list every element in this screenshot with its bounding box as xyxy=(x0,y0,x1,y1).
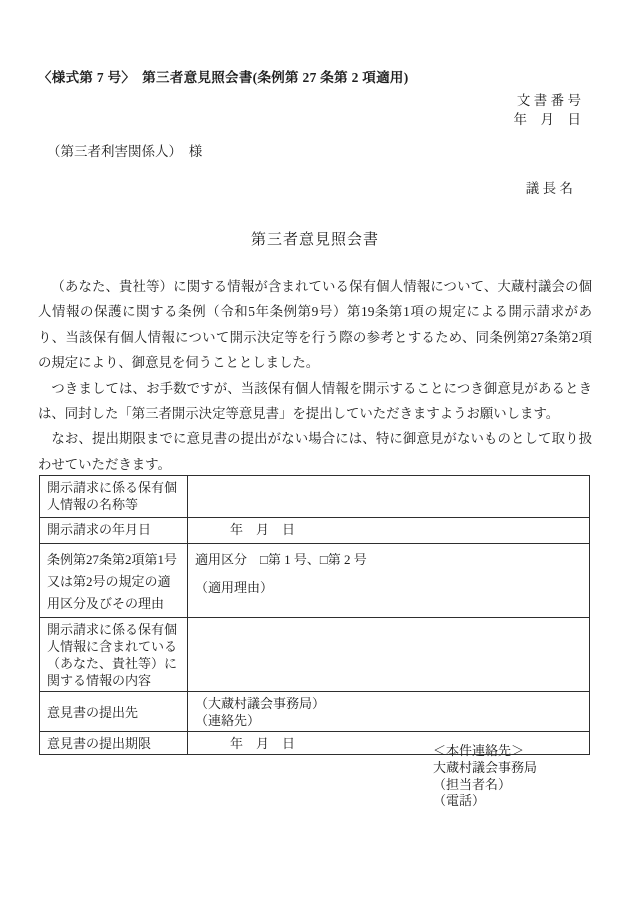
submission-destination-contact: （連絡先） xyxy=(195,713,261,728)
paragraph-opinion-request: つきましては、お手数ですが、当該保有個人情報を開示することにつき御意見があるときは、同封した「第三者開示決定等意見書」を提出していただきますようお願いします。 xyxy=(38,380,592,422)
row-label-submission-destination: 意見書の提出先 xyxy=(40,692,188,732)
applicable-reason-label: （適用理由） xyxy=(195,580,274,595)
inquiry-details-table xyxy=(39,475,590,755)
document-date-placeholder: 年 月 日 xyxy=(513,111,581,127)
table-row xyxy=(40,618,590,692)
paragraph-request-notice: （あなた、貴社等）に関する情報が含まれている保有個人情報について、大蔵村議会の個人情報の保護に関する条例（令和5年条例第9号）第19条第1項の規定による開示請求があり、当該保有個人情報について開示決定等を行う際の参考とするため、同条例第27条第2項の規定により、御意見を伺うこととしました。 xyxy=(38,279,592,371)
table-row xyxy=(40,544,590,618)
form-number-label: 〈様式第 7 号〉 第三者意見照会書(条例第 27 条第 2 項適用) xyxy=(38,70,409,85)
row-value-submission-destination xyxy=(188,692,590,732)
issuer-chairman-name: 議 長 名 xyxy=(525,181,573,196)
row-label-info-content: 開示請求に係る保有個人情報に含まれている（あなた、貴社等）に関する情報の内容 xyxy=(40,618,188,692)
row-label-submission-deadline: 意見書の提出期限 xyxy=(40,732,188,755)
contact-block xyxy=(433,743,537,810)
contact-person-placeholder: （担当者名） xyxy=(433,776,512,792)
table-row xyxy=(40,692,590,732)
row-value-held-info-name xyxy=(188,476,590,518)
submission-destination-office: （大蔵村議会事務局） xyxy=(195,696,326,711)
row-label-applicable-category: 条例第27条第2項第1号又は第2号の規定の適用区分及びその理由 xyxy=(40,544,188,618)
applicable-category-checkboxes: 適用区分 □第 1 号、□第 2 号 xyxy=(195,552,367,567)
document-number-placeholder: 文 書 番 号 xyxy=(516,93,581,108)
body-text xyxy=(38,274,592,477)
row-label-request-date: 開示請求の年月日 xyxy=(40,518,188,544)
contact-block-header: ＜本件連絡先＞ xyxy=(433,743,525,758)
page-title: 第三者意見照会書 xyxy=(250,232,379,248)
table-row xyxy=(40,476,590,518)
paragraph-deadline-note: なお、提出期限までに意見書の提出がない場合には、特に御意見がないものとして取り扱わせていただきます。 xyxy=(38,431,592,472)
document-number-block xyxy=(514,92,582,129)
table-row xyxy=(40,518,590,544)
row-value-info-content xyxy=(188,618,590,692)
row-value-request-date: 年 月 日 xyxy=(188,518,590,544)
row-value-applicable-category xyxy=(188,544,590,618)
contact-office-name: 大蔵村議会事務局 xyxy=(433,759,538,775)
row-value-submission-deadline: 年 月 日 xyxy=(188,732,590,755)
row-label-held-info-name: 開示請求に係る保有個人情報の名称等 xyxy=(40,476,188,518)
contact-phone-placeholder: （電話） xyxy=(433,793,486,809)
recipient-line: （第三者利害関係人） 様 xyxy=(47,144,203,159)
